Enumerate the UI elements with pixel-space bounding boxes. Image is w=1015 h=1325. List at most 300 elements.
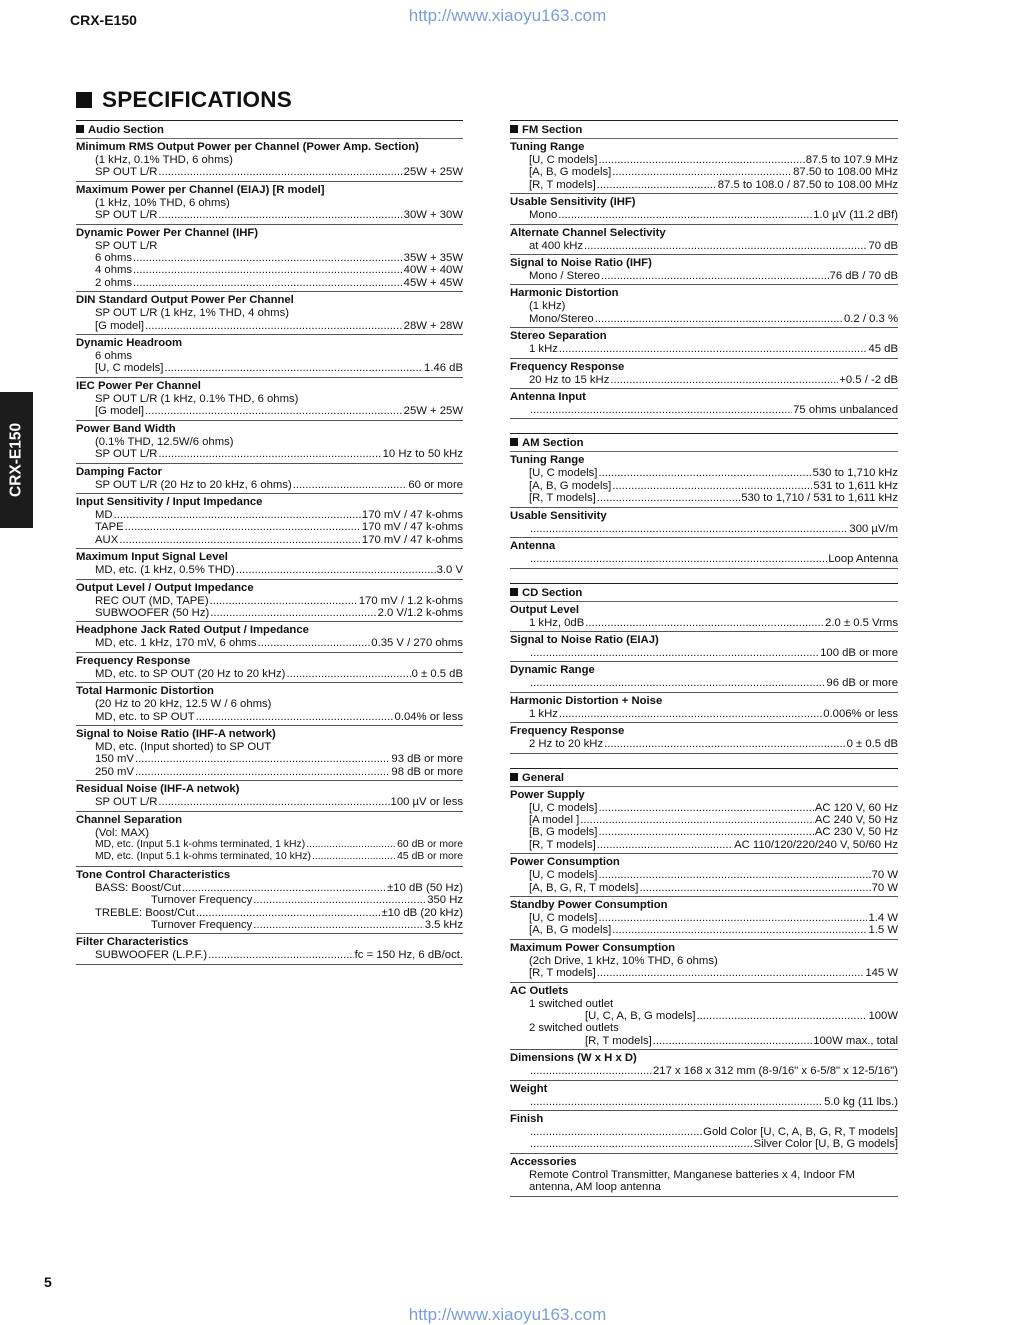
spec-line-value: 60 dB or more xyxy=(397,839,463,850)
spec-item xyxy=(510,508,898,538)
spec-item xyxy=(510,897,898,940)
spec-section xyxy=(510,583,898,754)
spec-line-value: 530 to 1,710 / 531 to 1,611 kHz xyxy=(741,492,898,505)
spec-line-value: 25W + 25W xyxy=(403,166,463,179)
spec-line-value: 1.46 dB xyxy=(424,362,463,375)
side-tab-label: CRX-E150 xyxy=(7,422,25,498)
spec-line-value: AC 230 V, 50 Hz xyxy=(814,826,898,839)
spec-line xyxy=(76,197,463,209)
spec-item xyxy=(76,683,463,726)
spec-line-label: SUBWOOFER (50 Hz) xyxy=(95,606,210,619)
spec-line-label: SP OUT L/R xyxy=(95,239,158,252)
spec-line-value: 0 ± 0.5 dB xyxy=(846,738,898,751)
spec-line-value: 1.5 W xyxy=(868,924,898,937)
spec-item xyxy=(510,452,898,507)
spec-item xyxy=(76,934,463,964)
spec-line-value: 70 W xyxy=(871,881,898,894)
spec-item xyxy=(510,662,898,692)
spec-item xyxy=(76,494,463,549)
spec-title: Maximum Power Consumption xyxy=(510,941,676,954)
spec-line-label: [R, T models] xyxy=(529,838,596,851)
leader-dots xyxy=(158,209,402,221)
spec-line-value: 2.0 V/1.2 k-ohms xyxy=(377,606,463,619)
spec-title: Usable Sensitivity (IHF) xyxy=(510,196,636,209)
spec-title: IEC Power Per Channel xyxy=(76,379,201,392)
spec-title: DIN Standard Output Power Per Channel xyxy=(76,294,294,307)
spec-line-label: 1 kHz xyxy=(529,707,558,720)
spec-line-value: 35W + 35W xyxy=(403,252,463,265)
leader-dots xyxy=(133,264,403,276)
spec-line-value: ±10 dB (20 kHz) xyxy=(381,906,463,919)
spec-line-value: 76 dB / 70 dB xyxy=(829,270,898,283)
spec-line-value: 87.5 to 108.0 / 87.50 to 108.00 MHz xyxy=(717,178,898,191)
spec-line-label: 150 mV xyxy=(95,753,134,766)
spec-section xyxy=(510,120,898,419)
spec-item xyxy=(510,854,898,897)
spec-item xyxy=(76,580,463,623)
spec-line-label: TREBLE: Boost/Cut xyxy=(95,906,195,919)
leader-dots xyxy=(530,1096,823,1108)
spec-line-label: [A, B, G models] xyxy=(529,479,612,492)
leader-dots xyxy=(530,523,848,535)
spec-title: Output Level / Output Impedance xyxy=(76,581,254,594)
spec-item xyxy=(510,1050,898,1080)
spec-line xyxy=(510,955,898,967)
leader-dots xyxy=(612,924,867,936)
spec-title: Minimum RMS Output Power per Channel (Power Amp. Section) xyxy=(76,141,419,153)
spec-item xyxy=(76,139,463,182)
spec-line-value: 170 mV / 1.2 k-ohms xyxy=(358,594,463,607)
spec-title: Frequency Response xyxy=(76,654,191,667)
spec-title: Power Consumption xyxy=(510,856,620,869)
spec-line-label: 2 ohms xyxy=(95,276,133,289)
leader-dots xyxy=(158,796,389,808)
spec-title: Usable Sensitivity xyxy=(510,509,607,522)
spec-line xyxy=(76,907,463,919)
spec-line-label: SP OUT L/R (1 kHz, 0.1% THD, 6 ohms) xyxy=(95,392,299,405)
page-title xyxy=(76,87,292,113)
spec-title: Signal to Noise Ratio (IHF-A network) xyxy=(76,727,276,740)
section-header xyxy=(510,583,898,602)
spec-line-label: [R, T models] xyxy=(529,967,596,980)
spec-title: Harmonic Distortion + Noise xyxy=(510,694,663,707)
spec-line xyxy=(76,166,463,178)
model-name: CRX-E150 xyxy=(70,12,137,28)
spec-item xyxy=(76,781,463,811)
spec-line xyxy=(76,668,463,680)
spec-title: Maximum Input Signal Level xyxy=(76,551,228,564)
spec-line xyxy=(510,179,898,191)
spec-line-value: 60 or more xyxy=(408,478,463,491)
spec-title: Alternate Channel Selectivity xyxy=(510,226,666,239)
leader-dots xyxy=(312,851,396,863)
leader-dots xyxy=(598,826,813,838)
spec-title: Dynamic Power Per Channel (IHF) xyxy=(76,226,259,239)
leader-dots xyxy=(598,869,870,881)
spec-line-label: (1 kHz, 0.1% THD, 6 ohms) xyxy=(95,154,233,166)
spec-line-value: fc = 150 Hz, 6 dB/oct. xyxy=(354,949,463,962)
spec-line xyxy=(76,154,463,166)
spec-line xyxy=(510,998,898,1010)
spec-item xyxy=(76,378,463,421)
spec-title: Power Supply xyxy=(510,788,585,801)
leader-dots xyxy=(558,209,812,221)
spec-line-label: [U, C models] xyxy=(529,869,598,882)
leader-dots xyxy=(601,270,829,282)
spec-line xyxy=(76,448,463,460)
leader-dots xyxy=(610,374,838,386)
spec-line xyxy=(76,766,463,778)
spec-line xyxy=(510,1126,898,1138)
spec-line-value: 350 Hz xyxy=(427,894,463,907)
spec-title: Input Sensitivity / Input Impedance xyxy=(76,495,263,508)
spec-line-label: MD, etc. (Input 5.1 k-ohms terminated, 10 kHz) xyxy=(95,851,311,863)
spec-line-label: 6 ohms xyxy=(95,252,133,265)
spec-title: Antenna xyxy=(510,540,556,553)
leader-dots xyxy=(253,894,426,906)
spec-line-label: 1 kHz, 0dB xyxy=(529,616,585,629)
leader-dots xyxy=(584,240,867,252)
spec-line xyxy=(76,637,463,649)
spec-line xyxy=(510,1035,898,1047)
spec-line-value: 100 µV or less xyxy=(390,796,463,809)
spec-line-label: Remote Control Transmitter, Manganese batteries x 4, Indoor FM antenna, AM loop antenna xyxy=(529,1168,855,1194)
spec-line xyxy=(510,313,898,325)
spec-line xyxy=(76,209,463,221)
spec-item xyxy=(510,389,898,419)
spec-line xyxy=(76,264,463,276)
leader-dots xyxy=(612,166,792,178)
spec-line-value: 96 dB or more xyxy=(826,677,898,690)
spec-line xyxy=(76,882,463,894)
spec-item xyxy=(76,867,463,935)
spec-line-label: Mono xyxy=(529,209,558,222)
spec-line-value: Silver Color [U, B, G models] xyxy=(753,1138,898,1151)
spec-line-label: [U, C models] xyxy=(529,911,598,924)
spec-line-value: 100 dB or more xyxy=(820,646,898,659)
leader-dots xyxy=(196,907,381,919)
spec-line-label: [A model ] xyxy=(529,813,580,826)
spec-line-value: 100W max., total xyxy=(813,1034,898,1047)
spec-line xyxy=(76,240,463,252)
spec-title: Finish xyxy=(510,1113,544,1126)
spec-line-label: Mono/Stereo xyxy=(529,312,594,325)
spec-title: Stereo Separation xyxy=(510,330,607,343)
spec-line xyxy=(510,802,898,814)
spec-line-label: [U, C, A, B, G models] xyxy=(585,1010,696,1022)
spec-line-value: 170 mV / 47 k-ohms xyxy=(361,533,463,546)
leader-dots xyxy=(286,668,410,680)
spec-line xyxy=(76,741,463,753)
spec-item xyxy=(510,983,898,1051)
leader-dots xyxy=(597,179,717,191)
spec-line xyxy=(76,711,463,723)
section-gap xyxy=(510,419,898,433)
spec-line-label: [A, B, G, R, T models] xyxy=(529,881,639,894)
spec-line xyxy=(510,1096,898,1108)
spec-item xyxy=(510,328,898,358)
spec-line-value: 1.4 W xyxy=(868,911,898,924)
leader-dots xyxy=(597,839,733,851)
spec-item xyxy=(510,602,898,632)
spec-title: Filter Characteristics xyxy=(76,936,189,949)
spec-line-value: 28W + 28W xyxy=(403,319,463,332)
spec-item xyxy=(76,292,463,335)
spec-title: Dimensions (W x H x D) xyxy=(510,1052,637,1065)
leader-dots xyxy=(612,480,812,492)
leader-dots xyxy=(306,839,396,851)
spec-line xyxy=(510,617,898,629)
spec-line-label: [U, C models] xyxy=(529,154,598,166)
spec-line xyxy=(510,924,898,936)
spec-line xyxy=(510,300,898,312)
leader-dots xyxy=(639,882,870,894)
spec-line xyxy=(76,796,463,808)
spec-line-label: Turnover Frequency xyxy=(151,894,253,907)
spec-item xyxy=(510,940,898,983)
spec-line-label: SP OUT L/R (1 kHz, 1% THD, 4 ohms) xyxy=(95,307,289,320)
spec-line-label: (Vol: MAX) xyxy=(95,826,149,839)
spec-line-label: 2 switched outlets xyxy=(529,1022,619,1035)
spec-item xyxy=(76,653,463,683)
spec-line xyxy=(510,343,898,355)
watermark-url-top: http://www.xiaoyu163.com xyxy=(408,6,607,25)
spec-line-value: ±10 dB (50 Hz) xyxy=(387,881,463,894)
leader-dots xyxy=(293,479,408,491)
spec-line-value: 45 dB or more xyxy=(397,851,463,863)
spec-line xyxy=(510,839,898,851)
spec-line-label: (20 Hz to 20 kHz, 12.5 W / 6 ohms) xyxy=(95,698,272,711)
leader-dots xyxy=(597,492,740,504)
spec-line-value: 75 ohms unbalanced xyxy=(793,404,898,417)
section-header xyxy=(76,120,463,139)
leader-dots xyxy=(114,509,361,521)
spec-line-value: 531 to 1,611 kHz xyxy=(813,479,898,492)
spec-line-label: SP OUT L/R xyxy=(95,209,158,222)
spec-item xyxy=(510,225,898,255)
leader-dots xyxy=(253,919,423,931)
leader-dots xyxy=(135,766,390,778)
spec-line xyxy=(510,270,898,282)
spec-line-value: 145 W xyxy=(865,967,898,980)
spec-line-value: 25W + 25W xyxy=(403,405,463,418)
leader-dots xyxy=(133,277,403,289)
leader-dots xyxy=(598,154,804,166)
leader-dots xyxy=(164,362,423,374)
spec-line xyxy=(510,154,898,166)
spec-title: Dynamic Headroom xyxy=(76,337,183,350)
section-title: AM Section xyxy=(522,437,584,450)
spec-line-label: Turnover Frequency xyxy=(151,919,253,932)
leader-dots xyxy=(595,313,843,325)
spec-item xyxy=(510,359,898,389)
spec-line-label: SUBWOOFER (L.P.F.) xyxy=(95,949,208,962)
spec-line xyxy=(76,607,463,619)
section-title: Audio Section xyxy=(88,124,164,136)
spec-line xyxy=(510,553,898,565)
spec-line-label: TAPE xyxy=(95,521,124,534)
spec-item xyxy=(510,632,898,662)
spec-title: Standby Power Consumption xyxy=(510,898,668,911)
spec-item xyxy=(76,182,463,225)
spec-title: Headphone Jack Rated Output / Impedance xyxy=(76,624,309,637)
leader-dots xyxy=(135,753,390,765)
spec-line-label: SP OUT L/R xyxy=(95,166,158,179)
spec-line-value: 0.006% or less xyxy=(823,707,898,720)
spec-line-label: MD, etc. 1 kHz, 170 mV, 6 ohms xyxy=(95,637,257,650)
spec-line xyxy=(510,492,898,504)
square-bullet-icon xyxy=(510,125,518,133)
leader-dots xyxy=(530,404,792,416)
spec-line-label: (1 kHz) xyxy=(529,300,566,313)
spec-line xyxy=(76,405,463,417)
spec-line-label: (1 kHz, 10% THD, 6 ohms) xyxy=(95,196,230,209)
spec-line xyxy=(76,564,463,576)
spec-line-label: [R, T models] xyxy=(529,492,596,505)
spec-section xyxy=(76,120,463,965)
spec-line-label: REC OUT (MD, TAPE) xyxy=(95,594,209,607)
spec-line xyxy=(510,869,898,881)
spec-line-label: SP OUT L/R (20 Hz to 20 kHz, 6 ohms) xyxy=(95,478,292,491)
spec-line-value: 300 µV/m xyxy=(849,522,898,535)
spec-line xyxy=(76,362,463,374)
spec-line xyxy=(76,851,463,863)
leader-dots xyxy=(119,534,361,546)
spec-line xyxy=(510,708,898,720)
leader-dots xyxy=(559,343,868,355)
spec-line-value: AC 110/120/220/240 V, 50/60 Hz xyxy=(734,838,898,851)
spec-item xyxy=(510,1154,898,1197)
spec-title: Frequency Response xyxy=(510,725,625,738)
square-bullet-icon xyxy=(76,125,84,133)
spec-line-label: at 400 kHz xyxy=(529,239,584,252)
spec-line xyxy=(76,894,463,906)
spec-line xyxy=(510,166,898,178)
section-title: FM Section xyxy=(522,124,583,136)
spec-line xyxy=(76,509,463,521)
spec-line-label: [U, C models] xyxy=(95,362,164,375)
spec-line-label: 2 Hz to 20 kHz xyxy=(529,738,604,751)
page-number: 5 xyxy=(44,1274,52,1290)
spec-line xyxy=(510,1022,898,1034)
spec-line-value: 87.5 to 107.9 MHz xyxy=(805,154,898,166)
spec-item xyxy=(76,225,463,293)
spec-line-label: [B, G models] xyxy=(529,826,598,839)
leader-dots xyxy=(208,949,354,961)
spec-line-value: 2.0 ± 0.5 Vrms xyxy=(825,616,898,629)
spec-title: Tuning Range xyxy=(510,141,585,153)
leader-dots xyxy=(585,617,824,629)
spec-line xyxy=(510,467,898,479)
spec-line-label: [U, C models] xyxy=(529,801,598,814)
spec-line-label: MD xyxy=(95,508,113,521)
spec-item xyxy=(510,1081,898,1111)
leader-dots xyxy=(236,564,436,576)
leader-dots xyxy=(210,607,376,619)
spec-line-label: 4 ohms xyxy=(95,264,133,277)
spec-line-label: [U, C models] xyxy=(529,467,598,480)
spec-line-label: SP OUT L/R xyxy=(95,448,158,461)
section-title: CD Section xyxy=(522,586,583,599)
leader-dots xyxy=(530,553,827,565)
right-column xyxy=(510,120,898,1197)
leader-dots xyxy=(597,967,865,979)
spec-title: Output Level xyxy=(510,603,580,616)
spec-line xyxy=(510,240,898,252)
spec-line-value: 1.0 µV (11.2 dBf) xyxy=(813,209,898,222)
spec-line xyxy=(510,404,898,416)
spec-line xyxy=(510,912,898,924)
leader-dots xyxy=(559,708,822,720)
section-header xyxy=(510,120,898,139)
spec-line-label: [A, B, G models] xyxy=(529,924,612,937)
spec-line-label: SP OUT L/R xyxy=(95,796,158,809)
spec-item xyxy=(510,139,898,194)
spec-line-value: 45W + 45W xyxy=(403,276,463,289)
section-gap xyxy=(510,569,898,583)
spec-line-label: MD, etc. to SP OUT (20 Hz to 20 kHz) xyxy=(95,667,286,680)
spec-title: Channel Separation xyxy=(76,813,183,826)
leader-dots xyxy=(182,882,386,894)
spec-title: Harmonic Distortion xyxy=(510,287,619,300)
spec-line-value: AC 240 V, 50 Hz xyxy=(814,813,898,826)
spec-line-value: 45 dB xyxy=(868,343,898,356)
spec-item xyxy=(510,194,898,224)
leader-dots xyxy=(530,647,819,659)
leader-dots xyxy=(530,677,825,689)
spec-line-value: 70 dB xyxy=(868,239,898,252)
spec-line xyxy=(510,1010,898,1022)
spec-item xyxy=(76,421,463,464)
spec-line xyxy=(510,738,898,750)
watermark-url-bottom: http://www.xiaoyu163.com xyxy=(408,1305,607,1324)
spec-line xyxy=(76,521,463,533)
spec-line xyxy=(510,523,898,535)
spec-line-value: 40W + 40W xyxy=(403,264,463,277)
leader-dots xyxy=(133,252,403,264)
square-bullet-icon xyxy=(510,773,518,781)
spec-line xyxy=(510,480,898,492)
spec-title: Residual Noise (IHF-A netwok) xyxy=(76,783,240,796)
spec-line-value: 0.35 V / 270 ohms xyxy=(371,637,463,650)
spec-line-value: 3.5 kHz xyxy=(424,919,463,932)
square-bullet-icon xyxy=(76,92,92,108)
spec-title: Total Harmonic Distortion xyxy=(76,685,214,698)
leader-dots xyxy=(530,1065,652,1077)
spec-line-label: 6 ohms xyxy=(95,350,133,363)
spec-line xyxy=(76,534,463,546)
spec-line-value: 0.2 / 0.3 % xyxy=(843,312,898,325)
spec-title: Damping Factor xyxy=(76,465,162,478)
leader-dots xyxy=(145,405,403,417)
spec-item xyxy=(510,255,898,285)
section-gap xyxy=(510,754,898,768)
spec-line-label: [G model] xyxy=(95,405,144,418)
spec-line-label: 1 switched outlet xyxy=(529,997,614,1010)
spec-line-value: 0.04% or less xyxy=(394,710,463,723)
spec-line xyxy=(510,1169,898,1194)
spec-title: Tuning Range xyxy=(510,454,585,467)
spec-line-value: 5.0 kg (11 lbs.) xyxy=(824,1095,898,1108)
spec-line-value: Loop Antenna xyxy=(828,553,898,566)
spec-line xyxy=(76,595,463,607)
spec-line-label: MD, etc. to SP OUT xyxy=(95,710,195,723)
leader-dots xyxy=(598,802,813,814)
left-column xyxy=(76,120,463,965)
spec-line-value: 100W xyxy=(868,1010,898,1022)
spec-item xyxy=(510,693,898,723)
section-header xyxy=(510,433,898,452)
